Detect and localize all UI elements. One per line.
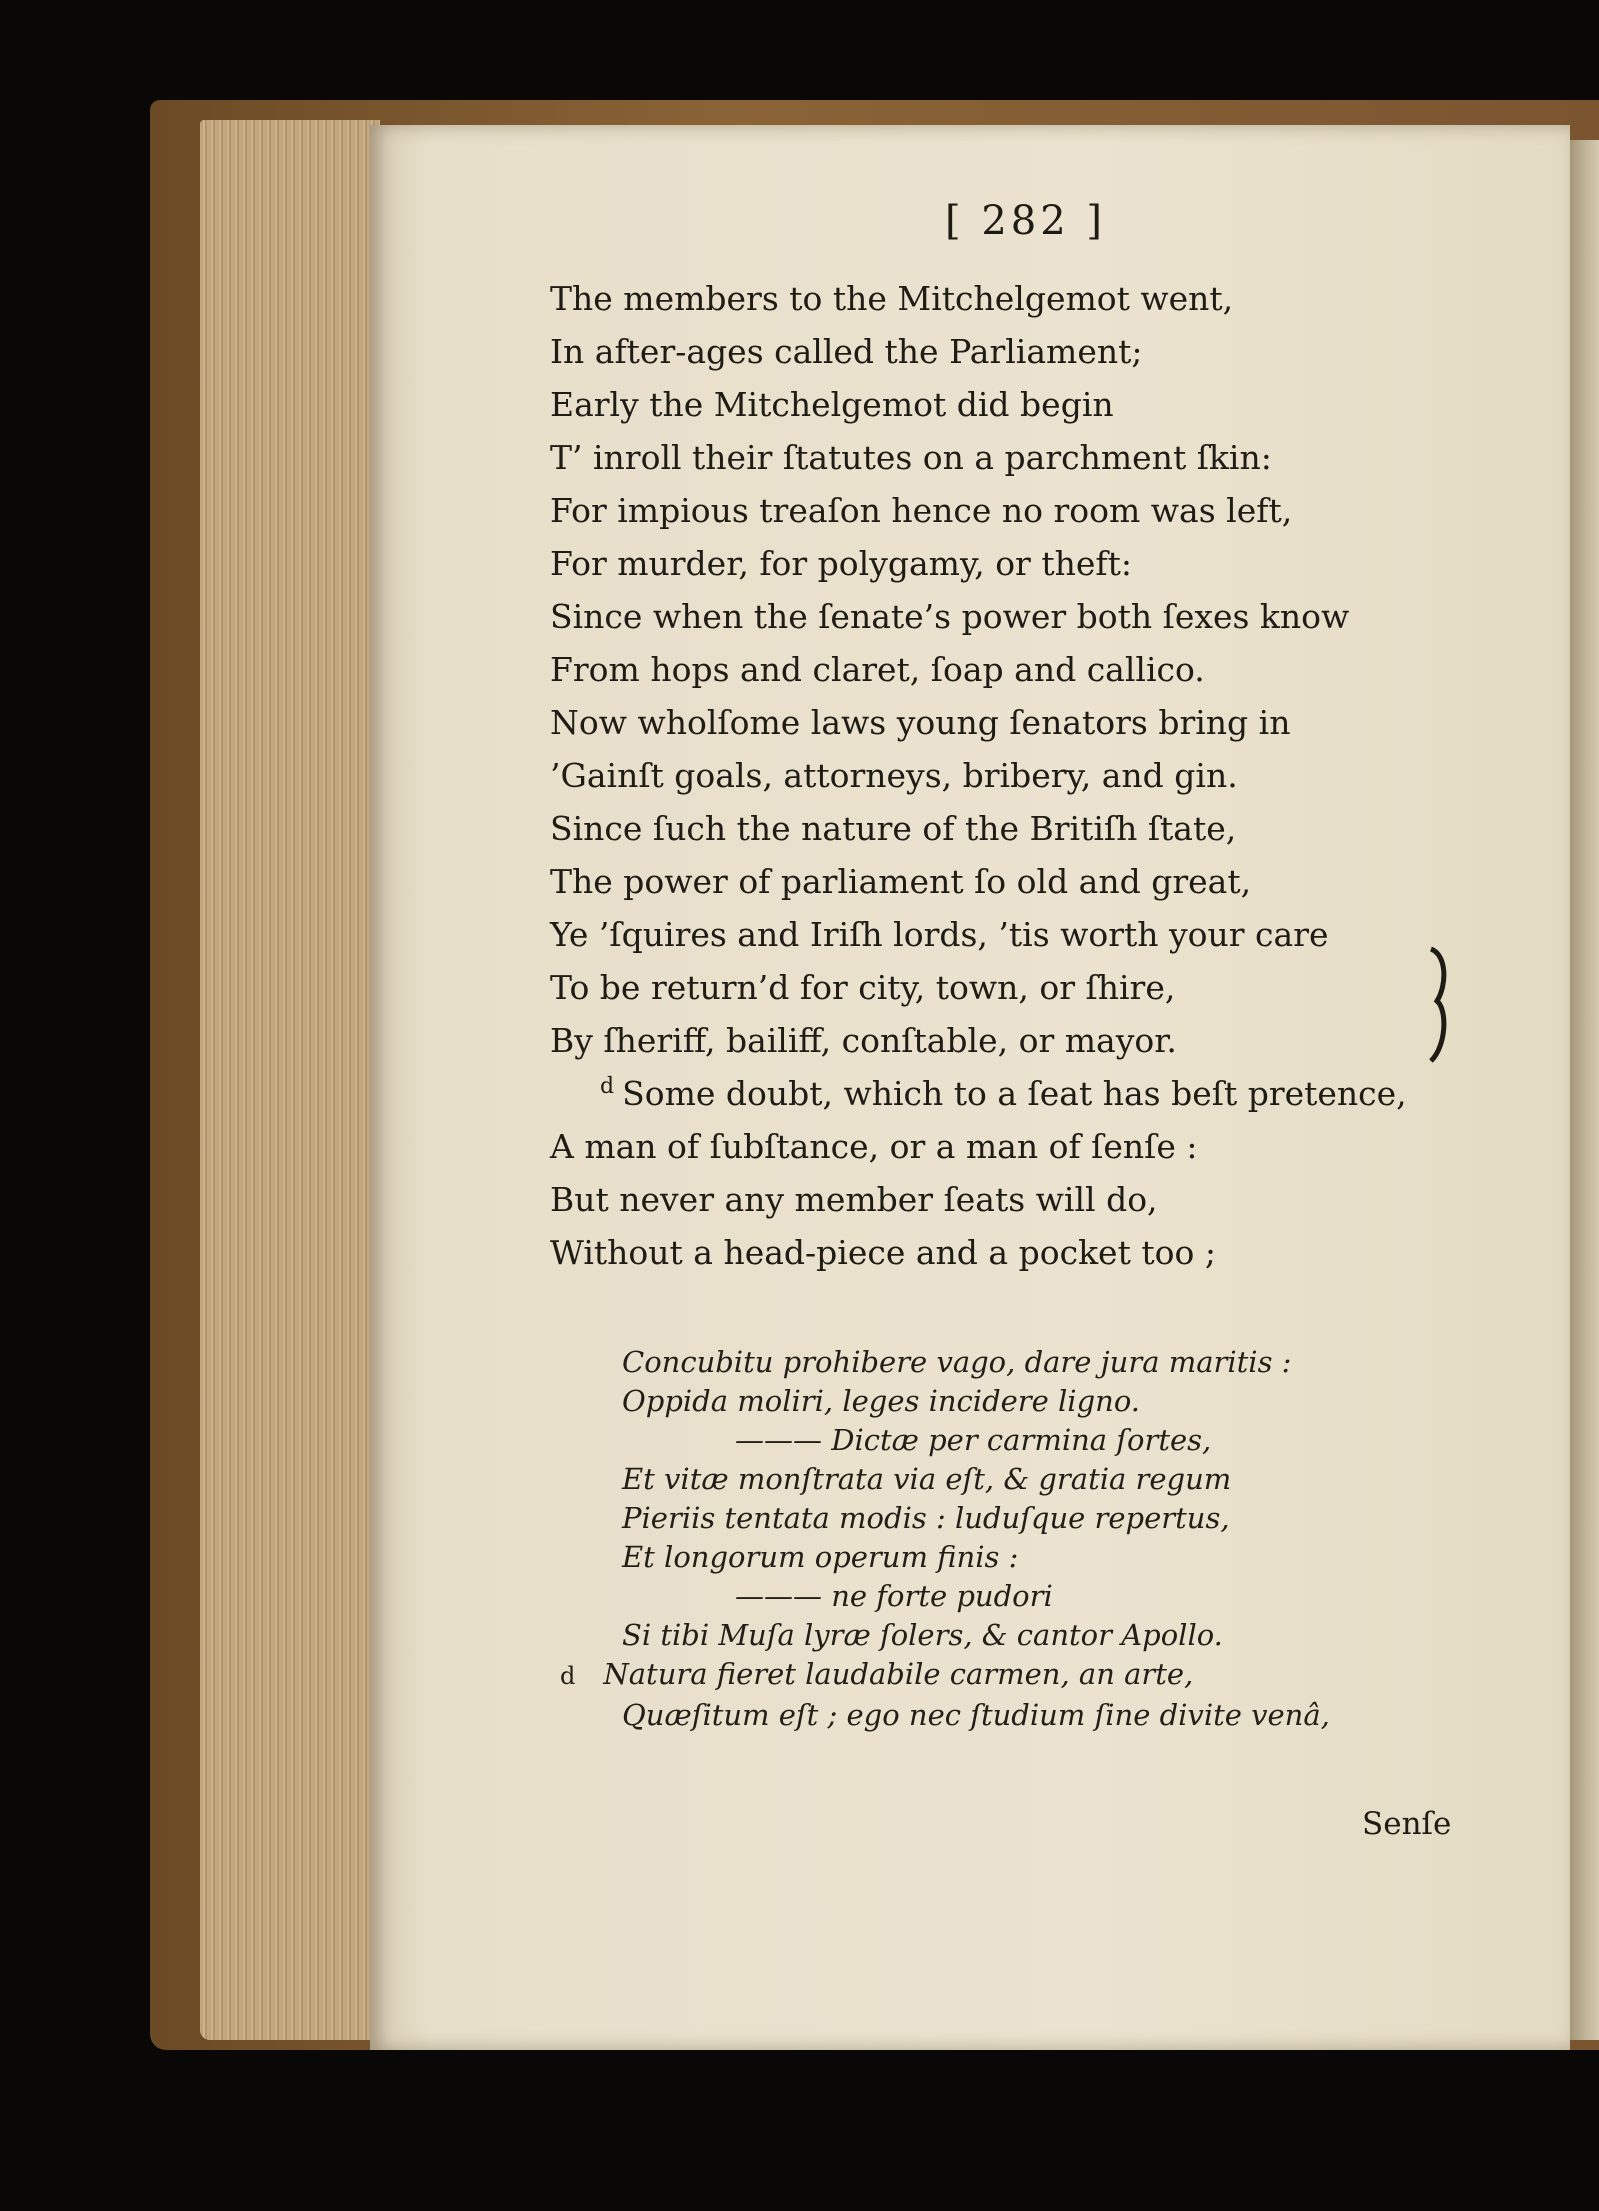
page-edges <box>200 120 380 2040</box>
verse-line: Since when the ſenate’s power both ſexes know <box>550 597 1350 636</box>
latin-line-noted <box>560 1655 1360 1696</box>
footnote-marker: d <box>600 1074 615 1099</box>
latin-line: ——— ne forte pudori <box>735 1579 1053 1613</box>
footnote-marker: d <box>560 1662 576 1690</box>
verse-line: From hops and claret, ſoap and callico. <box>550 650 1205 689</box>
verse-line: Without a head-piece and a pocket too ; <box>550 1233 1216 1272</box>
page-number: [ 282 ] <box>945 198 1106 244</box>
verse-line-noted <box>550 1067 1407 1120</box>
bracket-icon <box>1425 945 1455 1065</box>
verse-line: But never any member ſeats will do, <box>550 1180 1158 1219</box>
latin-footnote <box>560 1343 1360 1735</box>
latin-line: Pieriis tentata modis : luduſque repertus, <box>622 1501 1230 1535</box>
latin-line: Et longorum operum finis : <box>622 1540 1019 1574</box>
latin-line: Si tibi Muſa lyræ ſolers, & cantor Apollo. <box>622 1618 1223 1652</box>
latin-line: Et vitæ monſtrata via eſt, & gratia regum <box>622 1462 1232 1496</box>
latin-line: ——— Dictæ per carmina ſortes, <box>735 1423 1212 1457</box>
verse-line: For impious treaſon hence no room was left, <box>550 491 1293 530</box>
verse-line: A man of ſubſtance, or a man of ſenſe : <box>550 1127 1198 1166</box>
verse-line: To be return’d for city, town, or ſhire, <box>550 968 1176 1007</box>
verse-line: The members to the Mitchelgemot went, <box>550 279 1234 318</box>
verse-line: Ye ’ſquires and Iriſh lords, ’tis worth your care <box>550 915 1329 954</box>
verse-line-text: Some doubt, which to a ſeat has beſt pretence, <box>622 1074 1407 1113</box>
latin-line: Concubitu prohibere vago, dare jura maritis : <box>622 1345 1292 1379</box>
verse-text <box>550 272 1407 1279</box>
verse-line: ’Gainſt goals, attorneys, bribery, and gin. <box>550 756 1238 795</box>
verse-line: T’ inroll their ſtatutes on a parchment ſkin: <box>550 438 1272 477</box>
verse-line: By ſheriff, bailiff, conſtable, or mayor. <box>550 1021 1177 1060</box>
verse-line: In after-ages called the Parliament; <box>550 332 1143 371</box>
verse-line: The power of parliament ſo old and great, <box>550 862 1252 901</box>
catchword: Senſe <box>1362 1806 1452 1842</box>
verse-line: For murder, for polygamy, or theft: <box>550 544 1132 583</box>
latin-line: Quæſitum eſt ; ego nec ſtudium ſine divite venâ, <box>622 1698 1330 1732</box>
verse-line: Since ſuch the nature of the Britiſh ſtate, <box>550 809 1237 848</box>
verse-line: Early the Mitchelgemot did begin <box>550 385 1114 424</box>
latin-line-text: Natura fieret laudabile carmen, an arte, <box>603 1657 1194 1691</box>
latin-line: Oppida moliri, leges incidere ligno. <box>622 1384 1140 1418</box>
verse-line: Now wholſome laws young ſenators bring in <box>550 703 1291 742</box>
